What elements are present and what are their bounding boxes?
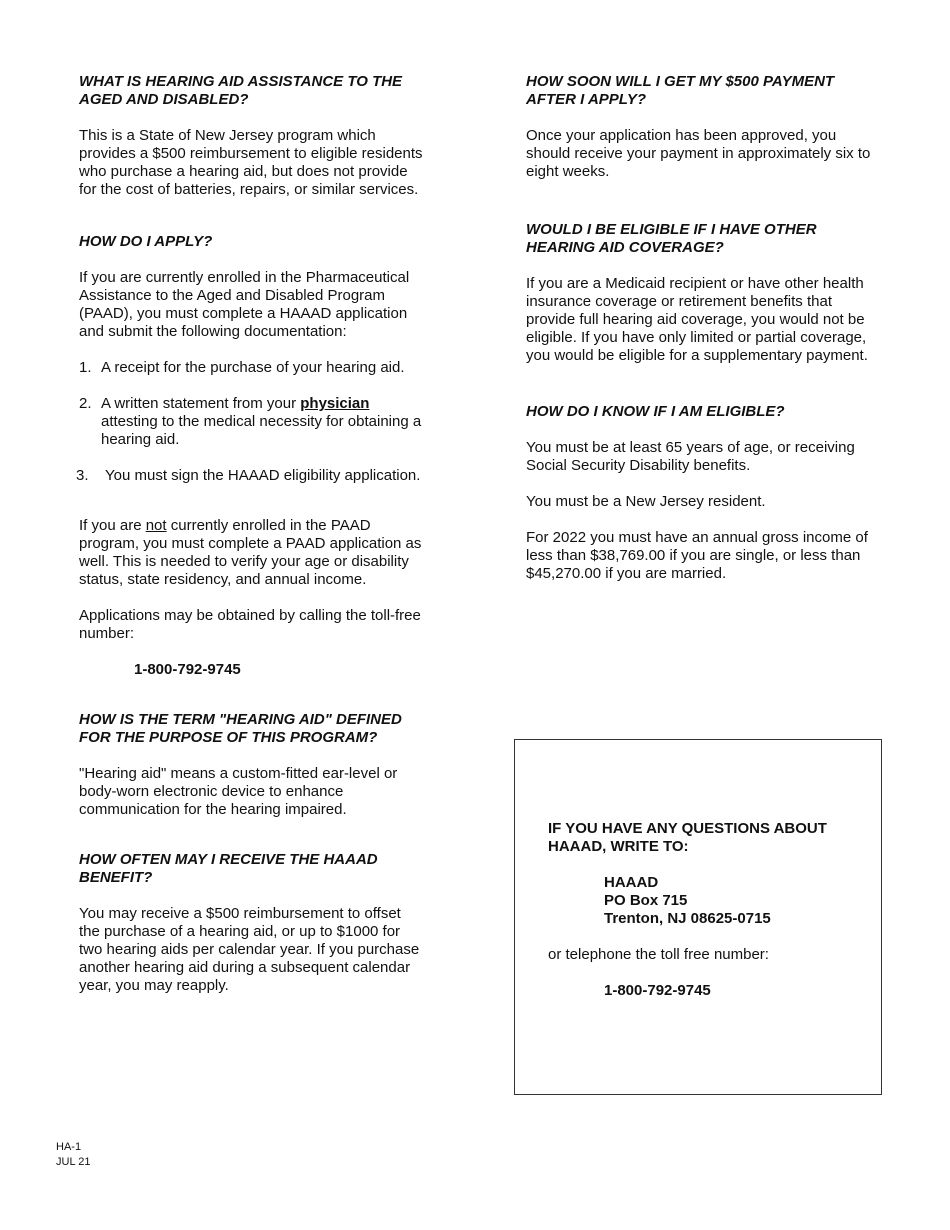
eligibility-residency: You must be a New Jersey resident. [526, 493, 766, 510]
what-is-body: This is a State of New Jersey program which provides a $500 reimbursement to eligible residents who purchase a hearing aid, but does not provide for the cost of batteries, repairs, or similar services. [79, 127, 423, 198]
heading-how-soon: HOW SOON WILL I GET MY $500 PAYMENT AFTER I APPLY? [526, 73, 835, 108]
form-date: JUL 21 [56, 1156, 91, 1168]
heading-eligibility: HOW DO I KNOW IF I AM ELIGIBLE? [526, 403, 785, 420]
toll-free-phone: 1-800-792-9745 [134, 661, 241, 678]
heading-how-to-apply: HOW DO I APPLY? [79, 233, 213, 250]
eligibility-age: You must be at least 65 years of age, or receiving Social Security Disability benefits. [526, 439, 855, 474]
form-code: HA-1 [56, 1141, 82, 1153]
contact-content [548, 820, 868, 1000]
documentation-list [76, 359, 424, 485]
list-item: 3. You must sign the HAAAD eligibility application. [76, 467, 421, 484]
address-line: HAAAD [604, 874, 659, 891]
list-item: 1. A receipt for the purchase of your hearing aid. [79, 359, 405, 376]
right-column [526, 73, 871, 583]
physician-emphasis: physician [300, 395, 370, 412]
heading-hearing-aid-definition: HOW IS THE TERM "HEARING AID" DEFINED FOR THE PURPOSE OF THIS PROGRAM? [79, 711, 402, 746]
left-column [76, 73, 424, 995]
address-line: Trenton, NJ 08625-0715 [604, 910, 771, 927]
heading-how-often: HOW OFTEN MAY I RECEIVE THE HAAAD BENEFIT? [79, 851, 378, 886]
form-footer [56, 1140, 90, 1170]
not-emphasis: not [145, 517, 167, 534]
heading-what-is-haaad: WHAT IS HEARING AID ASSISTANCE TO THE AGED AND DISABLED? [79, 73, 403, 108]
list-item: 2. A written statement from your physician attesting to the medical necessity for obtaining a hearing aid. [79, 395, 422, 448]
how-soon-body: Once your application has been approved, you should receive your payment in approximately six to eight weeks. [526, 127, 871, 180]
telephone-prompt: or telephone the toll free number: [548, 946, 769, 963]
obtain-applications: Applications may be obtained by calling the toll-free number: [79, 607, 421, 642]
definition-body: "Hearing aid" means a custom-fitted ear-level or body-worn electronic device to enhance communication for the hearing impaired. [79, 765, 398, 818]
other-coverage-body: If you are a Medicaid recipient or have other health insurance coverage or retirement benefits that provide full hearing aid coverage, you would not be eligible. If you have only limited or partial coverage, you would be eligible for a supplementary payment. [526, 275, 868, 364]
not-enrolled-paragraph: If you are not currently enrolled in the PAAD program, you must complete a PAAD application as well. This is needed to verify your age or disability status, state residency, and annual income. [79, 517, 422, 588]
contact-heading: IF YOU HAVE ANY QUESTIONS ABOUT HAAAD, WRITE TO: [548, 820, 827, 855]
address-line: PO Box 715 [604, 892, 688, 909]
eligibility-income: For 2022 you must have an annual gross income of less than $38,769.00 if you are single, or less than $45,270.00 if you are married. [526, 529, 868, 582]
how-often-body: You may receive a $500 reimbursement to offset the purchase of a hearing aid, or up to $1000 for two hearing aids per calendar year. If you purchase another hearing aid during a subsequent calendar year, you may reapply. [79, 905, 420, 994]
heading-other-coverage: WOULD I BE ELIGIBLE IF I HAVE OTHER HEARING AID COVERAGE? [526, 221, 817, 256]
mailing-address [548, 874, 868, 928]
contact-phone: 1-800-792-9745 [604, 982, 711, 999]
apply-intro: If you are currently enrolled in the Pharmaceutical Assistance to the Aged and Disabled Program (PAAD), you must complete a HAAAD application and submit the following documentation: [79, 269, 410, 340]
contact-box [514, 739, 882, 1095]
